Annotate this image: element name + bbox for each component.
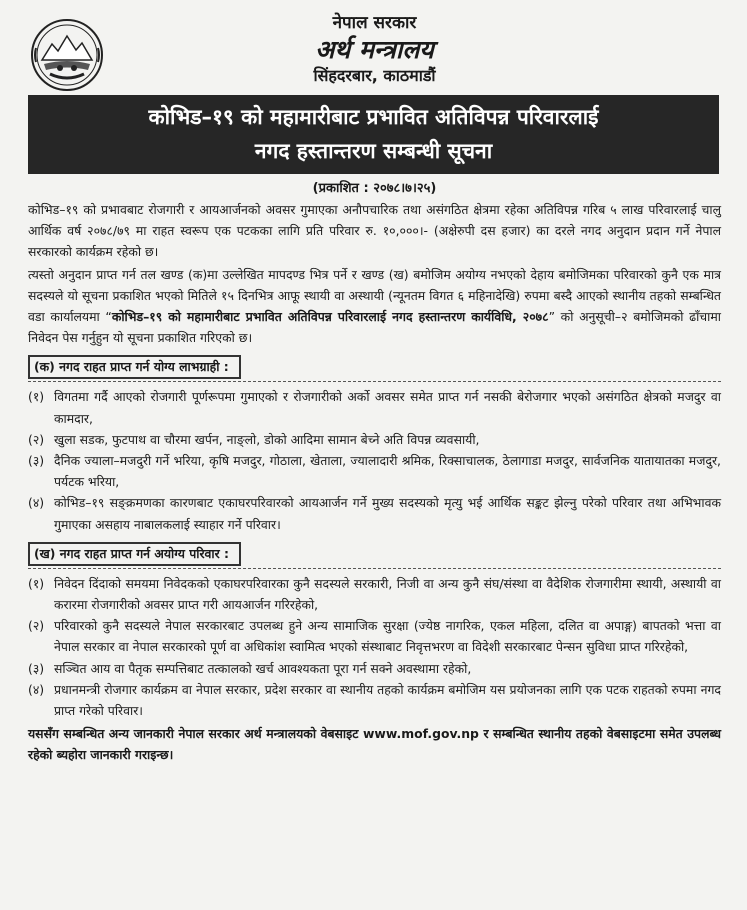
section-b-list [28, 573, 721, 721]
section-a-divider [28, 381, 721, 382]
list-item [28, 429, 721, 450]
list-item [28, 386, 721, 428]
government-name: नेपाल सरकार [332, 13, 417, 33]
list-item-number: (१) [28, 575, 45, 591]
list-item-text: परिवारको कुनै सदस्यले नेपाल सरकारबाट उपलब्ध हुने अन्य सामाजिक सुरक्षा (ज्येष्ठ नागरिक, एकल महिला, दलित वा अपाङ्ग) बापतको भत्ता वा नेपाल सरकार वा नेपाल सरकारको पूर्ण वा अधिकांश स्वामित्व भएको संस्थाबाट निवृत्तभरण वा विदेशी सरकारबाट पेन्सन सुविधा प्राप्त गरिरहेको, [54, 618, 721, 655]
intro-p2-end: ” को अनुसूची–२ बमोजिमको ढाँचामा निवेदन पेस गर्नुहुन यो सूचना प्रकाशित गरिएको छ। [28, 309, 721, 346]
header [28, 0, 721, 87]
list-item [28, 615, 721, 657]
list-item-number: (२) [28, 618, 45, 634]
section-b-divider [28, 568, 721, 569]
list-item-text: कोभिड–१९ सङ्क्रमणका कारणबाट एकाघरपरिवारको आयआर्जन गर्ने मुख्य सदस्यको मृत्यु भई आर्थिक सङ्कट झेल्नु परेको परिवार तथा अभिभावक गुमाएका असहाय नाबालकलाई स्याहार गर्ने परिवार। [54, 495, 721, 532]
list-item-text: निवेदन दिंदाको समयमा निवेदकको एकाघरपरिवारका कुनै सदस्यले सरकारी, निजी वा अन्य कुनै संघ/संस्था वा वैदेशिक रोजगारीमा स्थायी, अस्थायी वा करारमा रोजगारीको अवसर प्राप्त गरी आयआर्जन गरिरहेको, [54, 575, 721, 613]
list-item [28, 450, 721, 492]
procedure-name: कोभिड–१९ को महामारीबाट प्रभावित अतिविपन्न परिवारलाई नगद हस्तान्तरण कार्यविधि, २०७८ [111, 309, 549, 325]
list-item [28, 679, 721, 721]
section-a-list [28, 386, 721, 534]
footer-note: यससँग सम्बन्धित अन्य जानकारी नेपाल सरकार अर्थ मन्त्रालयको वेबसाइट www.mof.gov.np र सम्बन्धित स्थानीय तहको वेबसाइटमा समेत उपलब्ध रहेको ब्यहोरा जानकारी गराइन्छ। [28, 726, 721, 763]
section-a-heading: (क) नगद राहत प्राप्त गर्न योग्य लाभग्राही : [28, 355, 241, 379]
published-date: (प्रकाशित : २०७८।७।२५) [312, 181, 437, 196]
notice-title-line-2: नगद हस्तान्तरण सम्बन्धी सूचना [254, 139, 493, 163]
list-item-number: (३) [28, 453, 45, 469]
list-item-number: (१) [28, 389, 45, 405]
notice-title-banner [28, 95, 719, 174]
list-item-text: खुला सडक, फुटपाथ वा चौरमा खर्पन, नाङ्लो, डोको आदिमा सामान बेच्ने अति विपन्न व्यवसायी, [54, 431, 480, 447]
list-item [28, 573, 721, 615]
section-b-heading: (ख) नगद राहत प्राप्त गर्न अयोग्य परिवार : [28, 542, 241, 566]
intro-p2-start: त्यस्तो अनुदान प्राप्त गर्न तल खण्ड (क)मा उल्लेखित मापदण्ड भित्र पर्ने र खण्ड (ख) बमोजिम अयोग्य नभएको देहाय बमोजिमका परिवारको कुनै एक मात्र सदस्यले यो सूचना प्रकाशित भएको मितिले १५ दिनभित्र आफू स्थायी वा अस्थायी (न्यूनतम विगत ६ महिनादेखि) रुपमा बस्दै आएको स्थानीय तहको सम्बन्धित वडा कार्यालयमा “ [28, 266, 721, 325]
list-item-number: (३) [28, 660, 45, 676]
list-item [28, 658, 721, 679]
list-item-text: दैनिक ज्याला–मजदुरी गर्ने भरिया, कृषि मजदुर, गोठाला, खेताला, ज्यालादारी श्रमिक, रिक्साचालक, ठेलागाडा मजदुर, सार्वजनिक यातायातका मजदुर, पर्यटक भरिया, [54, 453, 721, 490]
intro-paragraph-1: कोभिड–१९ को प्रभावबाट रोजगारी र आयआर्जनको अवसर गुमाएका अनौपचारिक तथा असंगठित क्षेत्रमा रहेका अतिविपन्न गरिब ५ लाख परिवारलाई चालु आर्थिक वर्ष २०७८/७९ मा राहत स्वरूप एक पटकका लागि प्रति परिवार रु. १०,०००।- (अक्षेरुपी दस हजार) का दरले नगद अनुदान प्रदान गर्ने नेपाल सरकारको कार्यक्रम रहेको छ। [28, 202, 721, 260]
list-item-number: (२) [28, 431, 45, 447]
nepal-government-emblem-icon [30, 18, 104, 92]
notice-title-line-1: कोभिड–१९ को महामारीबाट प्रभावित अतिविपन्न परिवारलाई [148, 105, 599, 129]
list-item [28, 492, 721, 534]
list-item-text: प्रधानमन्त्री रोजगार कार्यक्रम वा नेपाल सरकार, प्रदेश सरकार वा स्थानीय तहको कार्यक्रम बमोजिम यस प्रयोजनका लागि एक पटक राहतको रुपमा नगद प्राप्त गरेको परिवार। [54, 681, 721, 719]
ministry-name: अर्थ मन्त्रालय [315, 35, 434, 64]
list-item-number: (४) [28, 495, 45, 511]
intro-paragraph-2 [28, 264, 721, 349]
ministry-address: सिंहदरबार, काठमाडौं [313, 66, 436, 85]
list-item-text: सञ्चित आय वा पैतृक सम्पत्तिबाट तत्कालको खर्च आवश्यकता पूरा गर्न सक्ने अवस्थामा रहेको, [54, 660, 472, 676]
list-item-number: (४) [28, 681, 45, 697]
list-item-text: विगतमा गर्दै आएको रोजगारी पूर्णरूपमा गुमाएको र रोजगारीको अर्को अवसर समेत प्राप्त गर्न नसकी बेरोजगार भएको असंगठित क्षेत्रको मजदुर वा कामदार, [54, 389, 721, 426]
